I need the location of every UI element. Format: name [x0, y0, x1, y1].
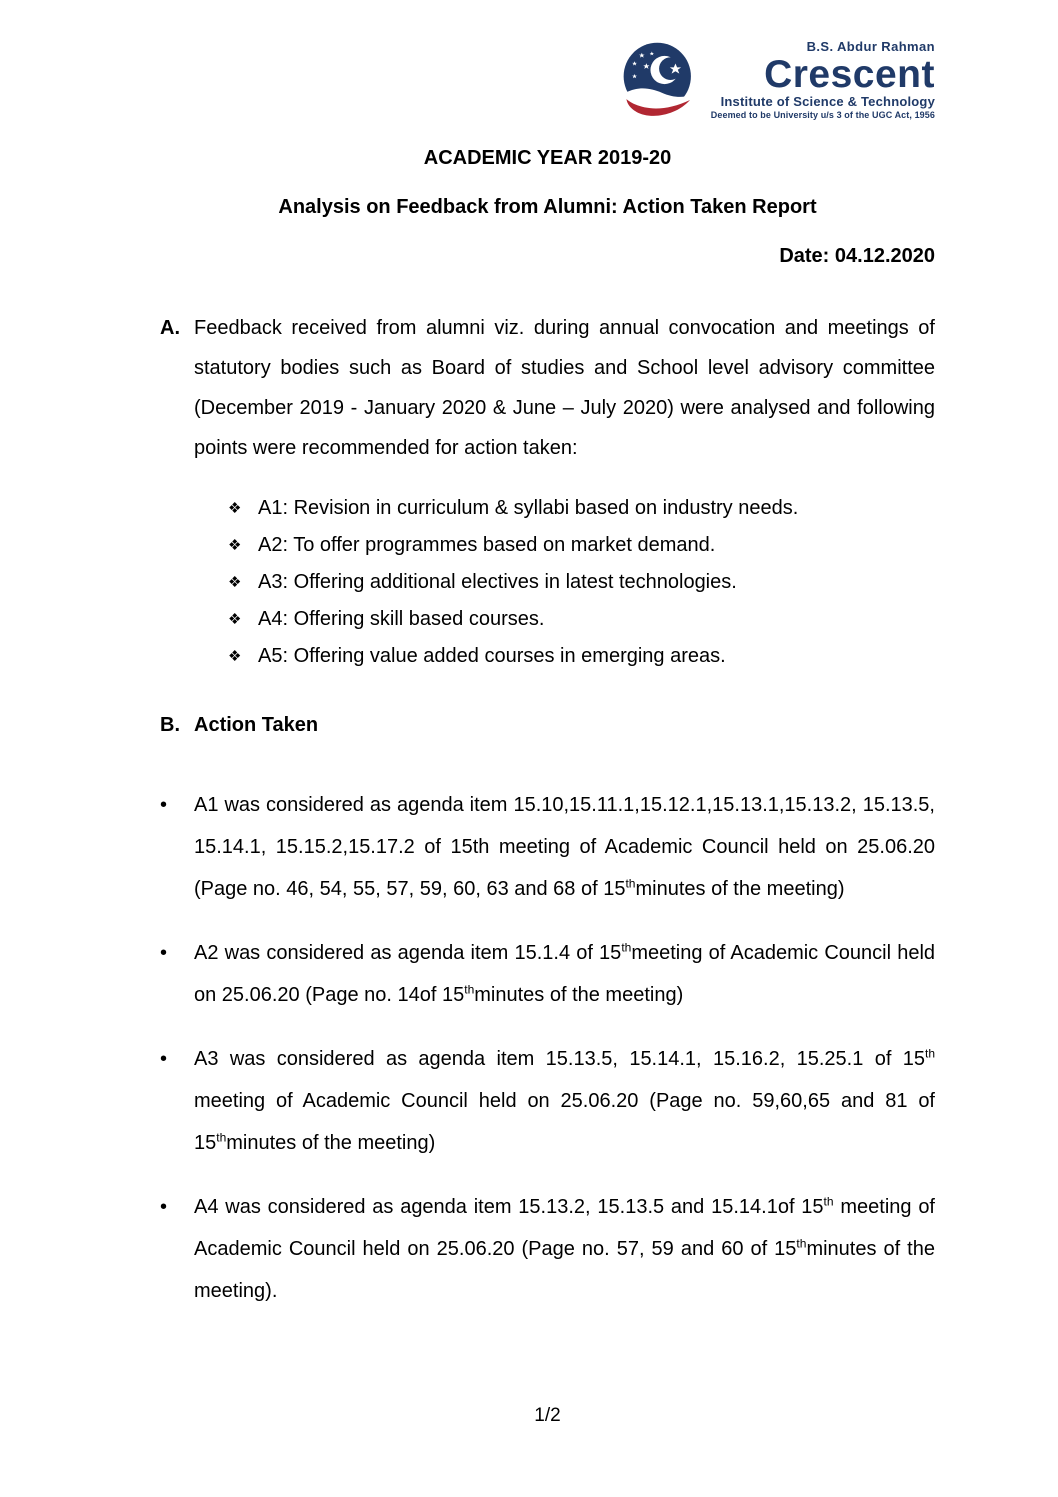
action-item — [160, 1038, 935, 1164]
section-b-label: B. — [160, 714, 180, 736]
action-item-text: A4 was considered as agenda item 15.13.2, 15.13.5 and 15.14.1of 15th meeting of Academic Council held on 25.06.20 (Page no. 57, 59 and 60 of 15thminutes of the meeting). — [194, 1194, 935, 1302]
section-b-heading — [160, 713, 935, 738]
institute-subtitle: Institute of Science & Technology — [720, 93, 935, 109]
diamond-bullet-icon: ❖ — [228, 574, 242, 591]
document-subtitle: Analysis on Feedback from Alumni: Action Taken Report — [278, 196, 817, 218]
list-item-text: A5: Offering value added courses in emerging areas. — [258, 645, 726, 667]
action-item-text: A2 was considered as agenda item 15.1.4 of 15thmeeting of Academic Council held on 25.06.20 (Page no. 14of 15thminutes of the meeting) — [194, 940, 936, 1006]
section-a-label: A. — [160, 317, 180, 339]
section-a-text: Feedback received from alumni viz. during annual convocation and meetings of statutory bodies such as Board of studies and School level advisory committee (December 2019 - January 2020 & June – July 2020) were analysed and following points were recommended for action taken: — [194, 317, 935, 459]
list-item — [228, 601, 935, 638]
alumni-points-list — [160, 490, 935, 675]
diamond-bullet-icon: ❖ — [228, 611, 242, 628]
list-item — [228, 527, 935, 564]
diamond-bullet-icon: ❖ — [228, 537, 242, 554]
action-item — [160, 784, 935, 910]
action-item — [160, 1186, 935, 1312]
action-item — [160, 932, 935, 1016]
institute-tagline: Deemed to be University u/s 3 of the UGC Act, 1956 — [710, 109, 935, 120]
list-item — [228, 638, 935, 675]
round-bullet-icon: • — [160, 1048, 168, 1070]
list-item-text: A3: Offering additional electives in latest technologies. — [258, 571, 737, 593]
list-item-text: A1: Revision in curriculum & syllabi based on industry needs. — [258, 497, 799, 519]
action-item-text: A3 was considered as agenda item 15.13.5, 15.14.1, 15.16.2, 15.25.1 of 15th meeting of Academic Council held on 25.06.20 (Page no. 59,60,65 and 81 of 15thminutes of the meeting) — [194, 1046, 935, 1154]
document-date: Date: 04.12.2020 — [779, 245, 935, 267]
round-bullet-icon: • — [160, 1196, 168, 1218]
institute-wordmark: Crescent — [764, 52, 935, 96]
list-item-text: A4: Offering skill based courses. — [258, 608, 545, 630]
institute-founder-name: B.S. Abdur Rahman — [806, 39, 935, 54]
list-item-text: A2: To offer programmes based on market demand. — [258, 534, 716, 556]
diamond-bullet-icon: ❖ — [228, 648, 242, 665]
crescent-moon-emblem-icon — [614, 40, 706, 120]
document-title: ACADEMIC YEAR 2019-20 — [423, 147, 672, 169]
list-item — [228, 564, 935, 601]
page-number: 1/2 — [534, 1405, 561, 1426]
action-item-text: A1 was considered as agenda item 15.10,15.11.1,15.12.1,15.13.1,15.13.2, 15.13.5, 15.14.1, 15.15.2,15.17.2 of 15th meeting of Academic Council held on 25.06.20 (Page no. 46, 54, 55, 57, 59, 60, 63 and 68 of 15thminutes of the meeting) — [194, 794, 935, 900]
section-a-paragraph — [160, 308, 935, 468]
round-bullet-icon: • — [160, 942, 168, 964]
institute-logo-text — [711, 40, 935, 120]
section-b-heading-text: Action Taken — [194, 714, 319, 736]
institute-logo — [614, 40, 935, 120]
list-item — [228, 490, 935, 527]
action-taken-list — [160, 784, 935, 1334]
diamond-bullet-icon: ❖ — [228, 500, 242, 517]
round-bullet-icon: • — [160, 794, 168, 816]
